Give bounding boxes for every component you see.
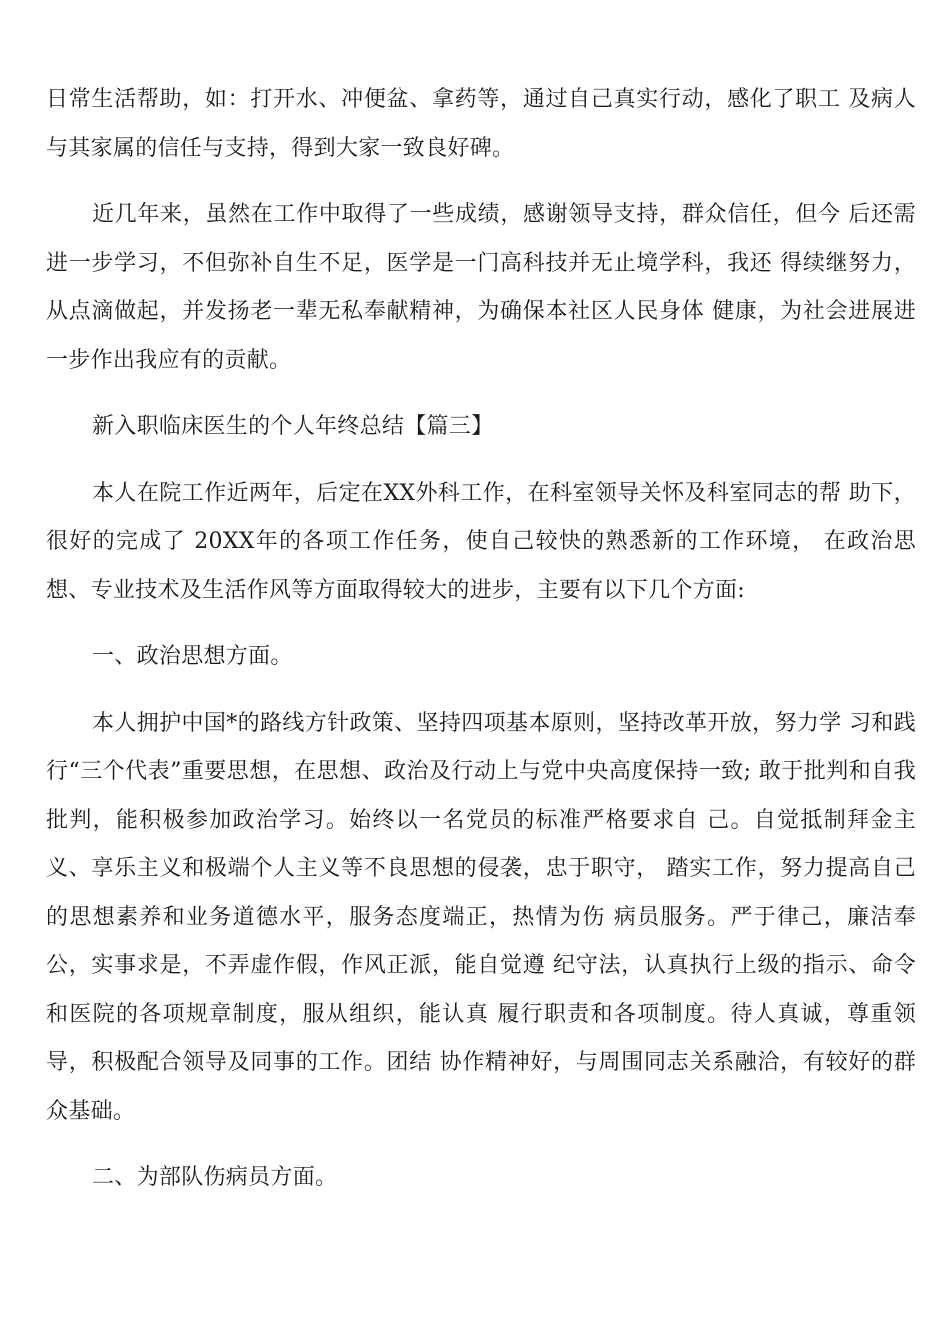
subheading-political: 一、政治思想方面。	[92, 644, 293, 669]
paragraph-political: 本人拥护中国*的路线方针政策、坚持四项基本原则，坚持改革开放，努力学 习和践行“三个代表”重要思想，在思想、政治及行动上与党中央高度保持一致; 敢于批判和自我批判，能积极参加政治学习。始终以一名党员的标准严格要求自 己。自觉抵制拜金主义、享乐主义和极端个人主义等不良思想的侵袭，忠于职守， 踏实工作，努力提高自己的思想素养和业务道德水平，服务态度端正，热情为伤 病员服务。严于律己，廉洁奉公，实事求是，不弄虚作假，作风正派，能自觉遵 纪守法，认真执行上级的指示、命令和医院的各项规章制度，服从组织，能认真 履行职责和各项制度。待人真诚，尊重领导，积极配合领导及同事的工作。团结 协作精神好，与周围同志关系融洽，有较好的群众基础。	[46, 710, 916, 1124]
document-body	[46, 76, 916, 1203]
subheading-patients: 二、为部队伤病员方面。	[92, 1165, 338, 1190]
paragraph-conclusion: 近几年来，虽然在工作中取得了一些成绩，感谢领导支持，群众信任，但今 后还需进一步学习，不但弥补自生不足，医学是一门高科技并无止境学科，我还 得续继努力，从点滴做起，并发扬老一辈无私奉献精神，为确保本社区人民身体 健康，为社会进展进一步作出我应有的贡献。	[46, 202, 916, 373]
paragraph-continuation: 日常生活帮助，如：打开水、冲便盆、拿药等，通过自己真实行动，感化了职工 及病人与其家属的信任与支持，得到大家一致良好碑。	[46, 87, 916, 161]
paragraph-intro: 本人在院工作近两年，后定在XX外科工作，在科室领导关怀及科室同志的帮 助下，很好的完成了 20XX年的各项工作任务，使自己较快的熟悉新的工作环境， 在政治思想、专业技术及生活作风等方面取得较大的进步，主要有以下几个方面:	[46, 480, 916, 603]
section-heading: 新入职临床医生的个人年终总结【篇三】	[92, 414, 494, 439]
